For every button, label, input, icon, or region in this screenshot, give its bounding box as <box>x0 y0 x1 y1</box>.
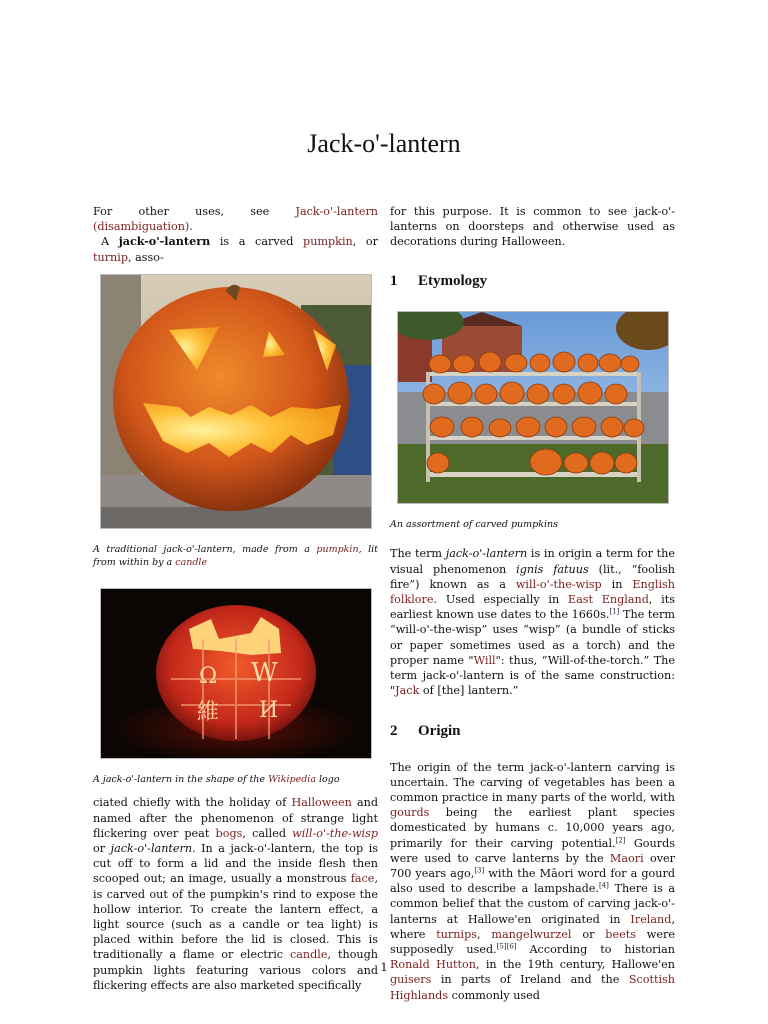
candle-link[interactable]: candle <box>289 948 328 962</box>
english-folklore-link[interactable]: English folklore <box>390 577 675 606</box>
face-link[interactable]: face <box>350 872 375 886</box>
east-england-link[interactable]: East England <box>567 592 649 606</box>
body-text: in parts of Ireland and the <box>431 973 629 987</box>
lead-text: , or <box>352 235 378 249</box>
section-heading-etymology <box>390 274 675 289</box>
caption-pumpkin-link[interactable]: pumpkin <box>316 543 359 555</box>
body-text: of [the] lantern.” <box>419 684 519 698</box>
reference-1[interactable]: [1] <box>609 607 620 616</box>
etymology-paragraph <box>390 546 675 698</box>
hatnote-text: . <box>189 220 193 234</box>
body-text: with the Māori word for a gourd also used to describe a lampshade. <box>390 866 675 896</box>
body-text: in <box>601 577 633 591</box>
section-title: Etymology <box>418 272 488 289</box>
italic-term: jack-o'-lantern <box>445 547 528 561</box>
reference-4[interactable]: [4] <box>598 881 609 890</box>
body-text: ": thus, “Will-of-the-torch.” The term jack-o'-lantern is of the same construction: " <box>390 653 675 698</box>
body-text: Gourds were used to carve lanterns by the <box>390 836 675 865</box>
body-text: or <box>571 927 606 941</box>
pumpkin-link[interactable]: pumpkin <box>303 235 353 249</box>
body-text: (lit., “foolish fire”) known as a <box>390 562 675 591</box>
reference-2[interactable]: [2] <box>615 835 626 844</box>
wikipedia-logo-pumpkin-photo[interactable] <box>100 588 372 759</box>
body-text: The term “will-o'-the-wisp” uses “wisp” (a bundle of sticks or paper sometimes used as a torch) and the proper name " <box>390 608 675 667</box>
body-text: The origin of the term jack-o'-lantern carving is uncertain. The carving of vegetables has been a common practice in many parts of the world, with <box>390 760 675 804</box>
glyph-omega: Ω <box>199 663 218 689</box>
will-link[interactable]: Will <box>473 653 496 667</box>
left-column <box>93 204 378 993</box>
body-text: , where <box>390 912 675 941</box>
figure-traditional-jack-o-lantern <box>93 274 378 570</box>
guisers-link[interactable]: guisers <box>390 973 432 987</box>
italic-term: jack-o'-lantern <box>110 841 193 855</box>
will-o-the-wisp-link[interactable]: will-o'-the-wisp <box>515 577 602 591</box>
figure-wikipedia-jack-o-lantern <box>93 588 378 787</box>
body-text: , though pumpkin lights featuring various colors and flickering effects are also marketed specifically <box>93 948 378 992</box>
glyph-kanji: 維 <box>197 699 220 725</box>
mangelwurzel-link[interactable]: mangelwurzel <box>491 927 572 941</box>
turnips-link[interactable]: turnips <box>436 927 477 941</box>
maori-link[interactable]: Maori <box>609 851 644 865</box>
hatnote <box>93 204 378 234</box>
italic-term: ignis fatuus <box>516 562 589 576</box>
body-text: or <box>93 841 111 855</box>
lead-text: , asso- <box>128 250 164 264</box>
body-text: . Used especially in <box>433 592 568 606</box>
body-text: The term <box>390 547 446 561</box>
gourds-link[interactable]: gourds <box>390 806 430 820</box>
hatnote-text: For other uses, see <box>93 205 296 218</box>
ireland-link[interactable]: Ireland <box>630 912 672 926</box>
body-text: , called <box>242 826 293 840</box>
will-o-the-wisp-link[interactable]: will-o'-the-wisp <box>292 826 379 840</box>
lead-bold-term: jack-o'-lantern <box>118 234 211 249</box>
jack-link[interactable]: Jack <box>395 684 420 698</box>
jack-o-lantern-photo[interactable] <box>100 274 372 529</box>
page-number: 1 <box>380 960 388 974</box>
section-number: 2 <box>390 723 398 740</box>
scottish-highlands-link[interactable]: Scottish Highlands <box>390 973 675 1002</box>
body-text: ciated chiefly with the holiday of <box>93 796 292 810</box>
figure-caption <box>93 773 378 787</box>
body-text: , its earliest known use dates to the 1660s. <box>390 592 675 622</box>
body-text: and named after the phenomenon of strange light flickering over peat <box>93 796 379 840</box>
beets-link[interactable]: beets <box>605 927 636 941</box>
body-text: over 700 years ago, <box>390 851 675 880</box>
reference-3[interactable]: [3] <box>474 866 485 875</box>
glyph-w: W <box>251 657 278 688</box>
lead-paragraph <box>93 234 378 264</box>
halloween-link[interactable]: Halloween <box>291 796 352 810</box>
section-number: 1 <box>390 272 398 289</box>
body-text: were supposedly used. <box>390 927 675 956</box>
caption-text: A jack-o'-lantern in the shape of the <box>93 773 269 785</box>
ronald-hutton-link[interactable]: Ronald Hutton <box>390 958 476 972</box>
bogs-link[interactable]: bogs <box>215 826 243 840</box>
caption-candle-link[interactable]: candle <box>175 557 208 569</box>
body-text: commonly used <box>448 988 540 1002</box>
figure-caption: An assortment of carved pumpkins <box>390 518 559 530</box>
body-text: , is carved out of the pumpkin's rind to expose the hollow interior. To create the lantern effect, a light source (such as a candle or tea light) is placed within before the lid is closed. This is traditionally a flame or electric <box>93 872 378 962</box>
section-title: Origin <box>418 723 461 740</box>
pumpkin-assortment-photo[interactable] <box>397 311 669 504</box>
body-text: There is a common belief that the custom of carving jack-o'-lanterns at Hallowe'en originated in <box>390 882 675 926</box>
figure-assortment-of-pumpkins <box>390 311 675 532</box>
section-heading-origin <box>390 724 675 739</box>
body-text: being the earliest plant species domesticated by humans c. 10,000 years ago, primarily for their carving potential. <box>390 806 675 850</box>
body-text: is in origin a term for the visual phenomenon <box>390 547 675 576</box>
body-text: According to historian <box>516 942 675 956</box>
right-column <box>390 204 675 1003</box>
disambiguation-link[interactable]: Jack-o'-lantern (disambiguation) <box>93 205 378 234</box>
lead-text: A <box>101 235 119 249</box>
glyph-i: И <box>259 697 279 723</box>
body-text: , in the 19th century, Hallowe'en <box>475 958 675 972</box>
caption-text: A traditional jack-o'-lantern, made from a <box>93 543 317 555</box>
figure-caption <box>93 543 378 570</box>
page-title: Jack-o'-lantern <box>307 129 461 159</box>
caption-wikipedia-link[interactable]: Wikipedia <box>268 773 316 785</box>
lead-text: is a carved <box>210 235 304 249</box>
reference-5-6[interactable]: [5][6] <box>496 942 517 951</box>
lead-paragraph-end: for this purpose. It is common to see jack-o'-lanterns on doorsteps and otherwise used as decorations during Halloween. <box>390 205 675 249</box>
body-text: , <box>476 927 492 941</box>
body-text: . In a jack-o'-lantern, the top is cut off to form a lid and the inside flesh then scooped out; an image, usually a monstrous <box>93 841 379 886</box>
caption-text: logo <box>315 773 340 785</box>
turnip-link[interactable]: turnip <box>93 250 128 264</box>
caption-text: , lit from within by a <box>93 543 378 569</box>
